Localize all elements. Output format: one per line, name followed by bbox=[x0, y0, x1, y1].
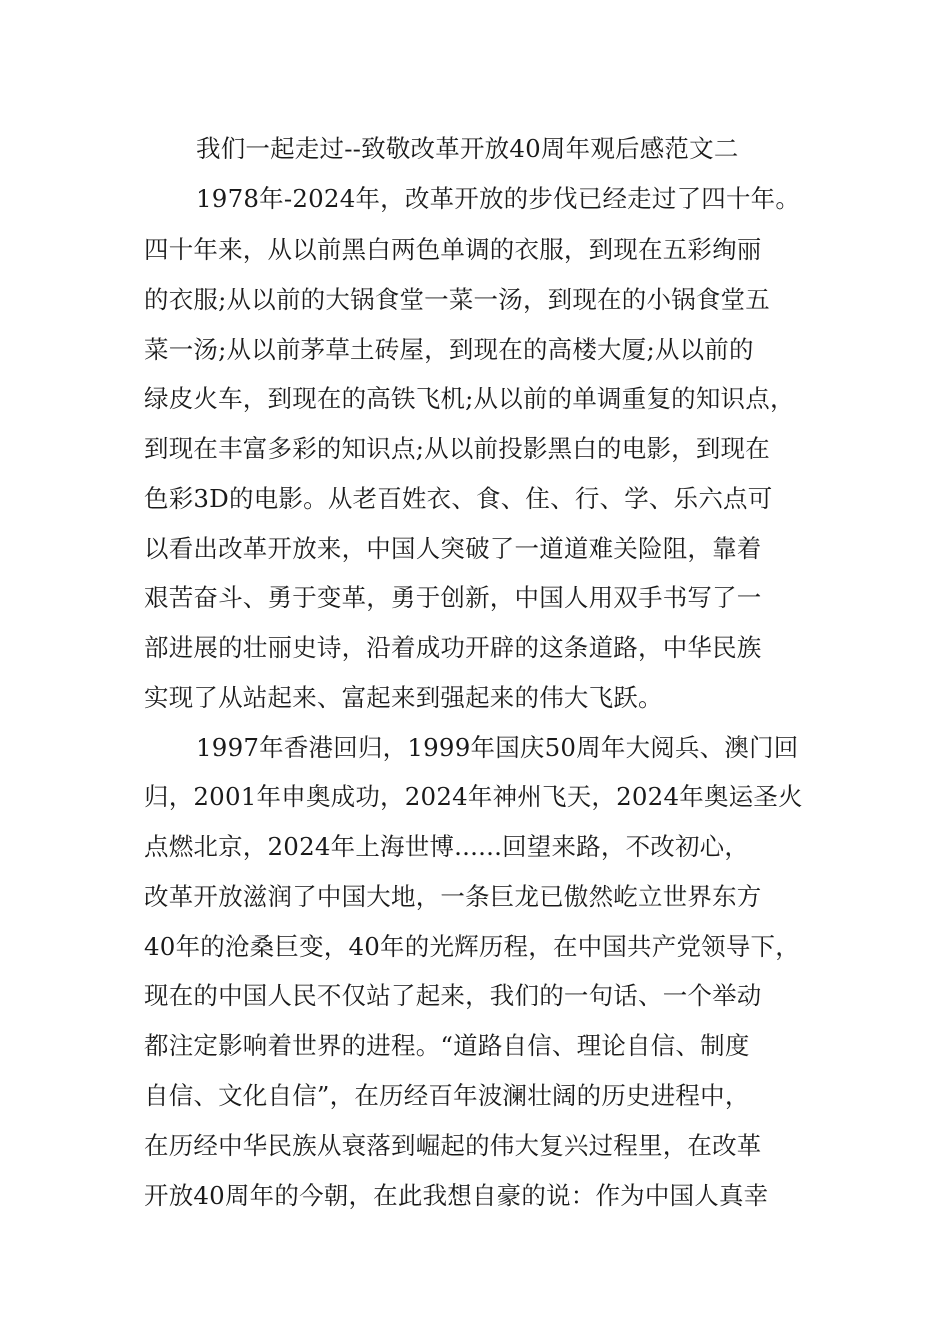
paragraph-line: 都注定影响着世界的进程。“道路自信、理论自信、制度 bbox=[144, 1031, 750, 1060]
paragraph-line: 自信、文化自信”，在历经百年波澜壮阔的历史进程中， bbox=[144, 1081, 750, 1110]
paragraph-line: 实现了从站起来、富起来到强起来的伟大飞跃。 bbox=[144, 683, 663, 712]
paragraph-line: 现在的中国人民不仅站了起来，我们的一句话、一个举动 bbox=[144, 981, 762, 1010]
paragraph-line: 部进展的壮丽史诗，沿着成功开辟的这条道路，中华民族 bbox=[144, 633, 762, 662]
paragraph-line: 40年的沧桑巨变，40年的光辉历程，在中国共产党领导下， bbox=[144, 932, 800, 961]
paragraph-line: 1978年-2024年，改革开放的步伐已经走过了四十年。 bbox=[196, 184, 801, 213]
paragraph-line: 以看出改革开放来，中国人突破了一道道难关险阻，靠着 bbox=[144, 534, 762, 563]
paragraph-line: 绿皮火车，到现在的高铁飞机;从以前的单调重复的知识点， bbox=[144, 384, 795, 413]
paragraph-line: 艰苦奋斗、勇于变革，勇于创新，中国人用双手书写了一 bbox=[144, 583, 762, 612]
paragraph-line: 开放40周年的今朝，在此我想自豪的说：作为中国人真幸 bbox=[144, 1181, 769, 1210]
paragraph-line: 到现在丰富多彩的知识点;从以前投影黑白的电影，到现在 bbox=[144, 434, 770, 463]
paragraph-line: 四十年来，从以前黑白两色单调的衣服，到现在五彩绚丽 bbox=[144, 235, 762, 264]
paragraph-line: 在历经中华民族从衰落到崛起的伟大复兴过程里，在改革 bbox=[144, 1131, 762, 1160]
paragraph-line: 改革开放滋润了中国大地，一条巨龙已傲然屹立世界东方 bbox=[144, 882, 762, 911]
paragraph-line: 1997年香港回归，1999年国庆50周年大阅兵、澳门回 bbox=[196, 733, 799, 762]
paragraph-line: 的衣服;从以前的大锅食堂一菜一汤，到现在的小锅食堂五 bbox=[144, 285, 770, 314]
paragraph-line: 色彩3D的电影。从老百姓衣、食、住、行、学、乐六点可 bbox=[144, 484, 773, 513]
document-title: 我们一起走过--致敬改革开放40周年观后感范文二 bbox=[196, 134, 739, 163]
paragraph-line: 菜一汤;从以前茅草土砖屋，到现在的高楼大厦;从以前的 bbox=[144, 335, 754, 364]
paragraph-line: 点燃北京，2024年上海世博......回望来路，不改初心， bbox=[144, 832, 750, 861]
paragraph-line: 归，2001年申奥成功，2024年神州飞天，2024年奥运圣火 bbox=[144, 782, 803, 811]
